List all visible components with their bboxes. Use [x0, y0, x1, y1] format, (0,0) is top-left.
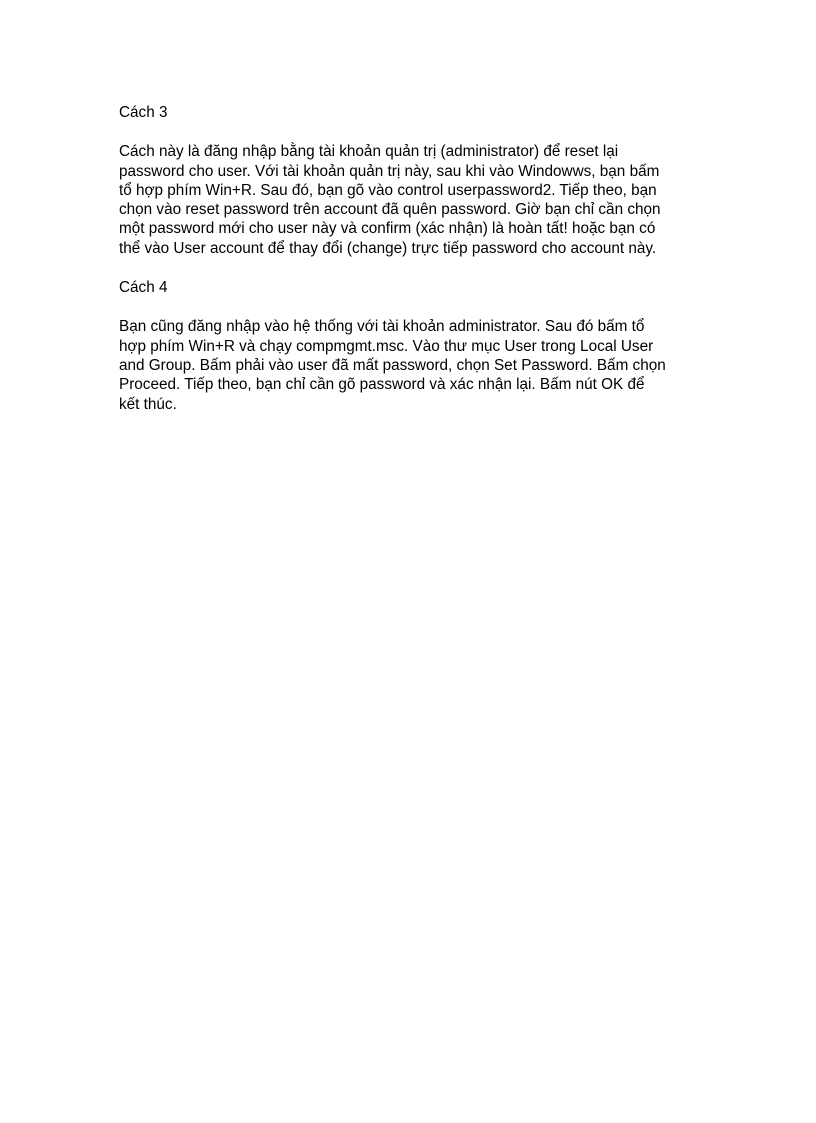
- paragraph-line: Proceed. Tiếp theo, bạn chỉ cần gõ password và xác nhận lại. Bấm nút OK để: [119, 376, 645, 394]
- paragraph-line: hợp phím Win+R và chạy compmgmt.msc. Vào thư mục User trong Local User: [119, 337, 654, 355]
- document-body: [119, 103, 699, 414]
- paragraph-line: kết thúc.: [119, 395, 177, 413]
- spacer: [119, 297, 699, 317]
- paragraph-line: một password mới cho user này và confirm (xác nhận) là hoàn tất! hoặc bạn có: [119, 220, 656, 238]
- paragraph-line: chọn vào reset password trên account đã quên password. Giờ bạn chỉ cần chọn: [119, 201, 661, 219]
- spacer: [119, 122, 699, 142]
- paragraph-line: and Group. Bấm phải vào user đã mất password, chọn Set Password. Bấm chọn: [119, 356, 666, 374]
- section-paragraph-cach-3: [119, 142, 699, 258]
- paragraph-line: Cách này là đăng nhập bằng tài khoản quản trị (administrator) để reset lại: [119, 143, 619, 161]
- paragraph-line: password cho user. Với tài khoản quản trị này, sau khi vào Windowws, bạn bấm: [119, 162, 660, 180]
- paragraph-line: tổ hợp phím Win+R. Sau đó, bạn gõ vào control userpassword2. Tiếp theo, bạn: [119, 181, 657, 199]
- section-heading-cach-4: Cách 4: [119, 279, 168, 297]
- paragraph-line: thể vào User account để thay đổi (change) trực tiếp password cho account này.: [119, 239, 657, 257]
- spacer: [119, 258, 699, 278]
- paragraph-line: Bạn cũng đăng nhập vào hệ thống với tài khoản administrator. Sau đó bấm tổ: [119, 318, 645, 336]
- section-heading-cach-3: Cách 3: [119, 104, 168, 121]
- section-paragraph-cach-4: [119, 317, 699, 413]
